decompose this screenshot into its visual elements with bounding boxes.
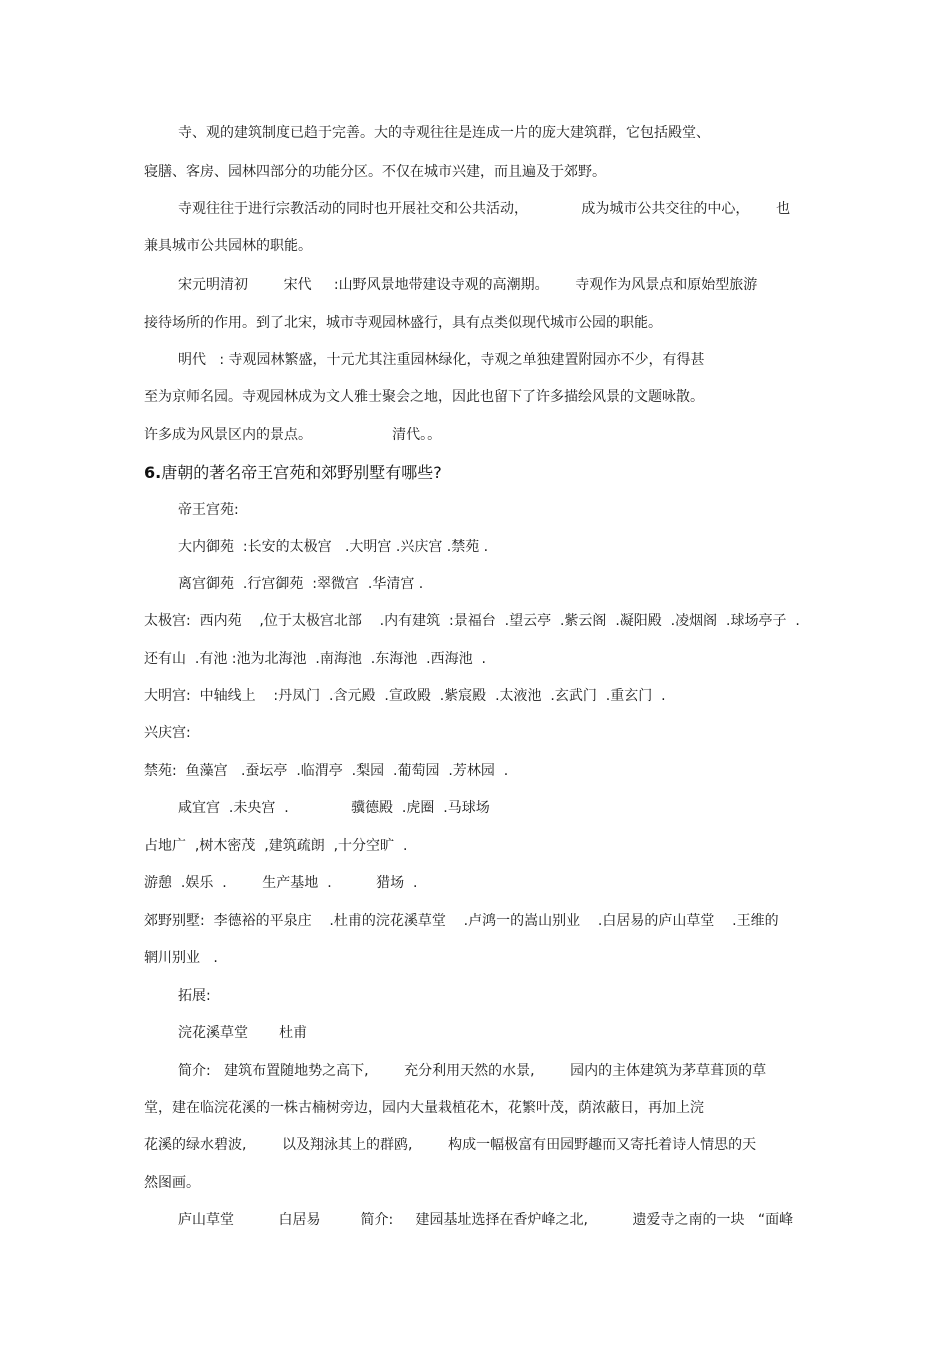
text-line: 还有山 .有池 :池为北海池 .南海池 .东海池 .西海池 .	[144, 651, 486, 667]
text-line: 游憩 .娱乐 . 生产基地 . 猎场 .	[144, 875, 418, 891]
text-line: 太极宫: 西内苑 ,位于太极宫北部 .内有建筑 :景福台 .望云亭 .紫云阁 .凝阳殿 .凌烟阁 .球场亭子 .	[144, 613, 800, 629]
text-line: 禁苑: 鱼藻宫 .蚕坛亭 .临渭亭 .梨园 .葡萄园 .芳林园 .	[144, 763, 509, 779]
text-line: 至为京师名园。寺观园林成为文人雅士聚会之地，因此也留下了许多描绘风景的文题咏散。	[144, 389, 704, 405]
heading-text: 唐朝的著名帝王宫苑和郊野别墅有哪些?	[161, 463, 442, 482]
text-line: 占地广 ,树木密茂 ,建筑疏朗 ,十分空旷 .	[144, 838, 408, 854]
text-line: 大内御苑 :长安的太极宫 .大明宫 .兴庆宫 .禁苑 .	[178, 539, 489, 555]
text-line: 寺观往往于进行宗教活动的同时也开展社交和公共活动， 成为城市公共交往的中心， 也	[178, 201, 791, 217]
text-line: 离宫御苑 .行宫御苑 :翠微宫 .华清宫 .	[178, 576, 424, 592]
text-line: 浣花溪草堂 杜甫	[178, 1025, 308, 1041]
text-line: 寝膳、客房、园林四部分的功能分区。不仅在城市兴建，而且遍及于郊野。	[144, 164, 606, 180]
text-line: 简介: 建筑布置随地势之高下, 充分利用天然的水景, 园内的主体建筑为茅草葺顶的草	[178, 1063, 767, 1079]
section-heading	[144, 462, 442, 484]
text-line: 寺、观的建筑制度已趋于完善。大的寺观往往是连成一片的庞大建筑群，它包括殿堂、	[178, 125, 710, 141]
text-line: 堂，建在临浣花溪的一株古楠树旁边，园内大量栽植花木，花繁叶茂，荫浓蔽日，再加上浣	[144, 1100, 704, 1116]
text-line: 明代 : 寺观园林繁盛，十元尤其注重园林绿化，寺观之单独建置附园亦不少，有得甚	[178, 352, 705, 368]
text-line: 辋川别业 .	[144, 950, 218, 966]
text-line: 兴庆宫:	[144, 725, 191, 741]
text-line: 许多成为风景区内的景点。 清代。。	[144, 427, 442, 443]
text-line: 宋元明清初 宋代 :山野风景地带建设寺观的高潮期。 寺观作为风景点和原始型旅游	[178, 277, 758, 293]
heading-number: 6.	[144, 463, 162, 482]
text-line: 兼具城市公共园林的职能。	[144, 238, 312, 254]
text-line: 咸宜宫 .未央宫 . 骥德殿 .虎圈 .马球场	[178, 800, 490, 816]
text-line: 帝王宫苑:	[178, 502, 239, 518]
text-line: 庐山草堂 白居易 简介: 建园基址选择在香炉峰之北, 遗爱寺之南的一块 “面峰	[178, 1212, 794, 1228]
text-line: 然图画。	[144, 1175, 200, 1191]
text-line: 接待场所的作用。到了北宋，城市寺观园林盛行，具有点类似现代城市公园的职能。	[144, 315, 662, 331]
text-line: 花溪的绿水碧波, 以及翔泳其上的群鸥, 构成一幅极富有田园野趣而又寄托着诗人情思的天	[144, 1137, 757, 1153]
text-line: 郊野别墅: 李德裕的平泉庄 .杜甫的浣花溪草堂 .卢鸿一的嵩山别业 .白居易的庐山草堂 .王维的	[144, 913, 779, 929]
text-line: 大明宫: 中轴线上 :丹凤门 .含元殿 .宣政殿 .紫宸殿 .太液池 .玄武门 .重玄门 .	[144, 688, 666, 704]
text-line: 拓展:	[178, 988, 211, 1004]
